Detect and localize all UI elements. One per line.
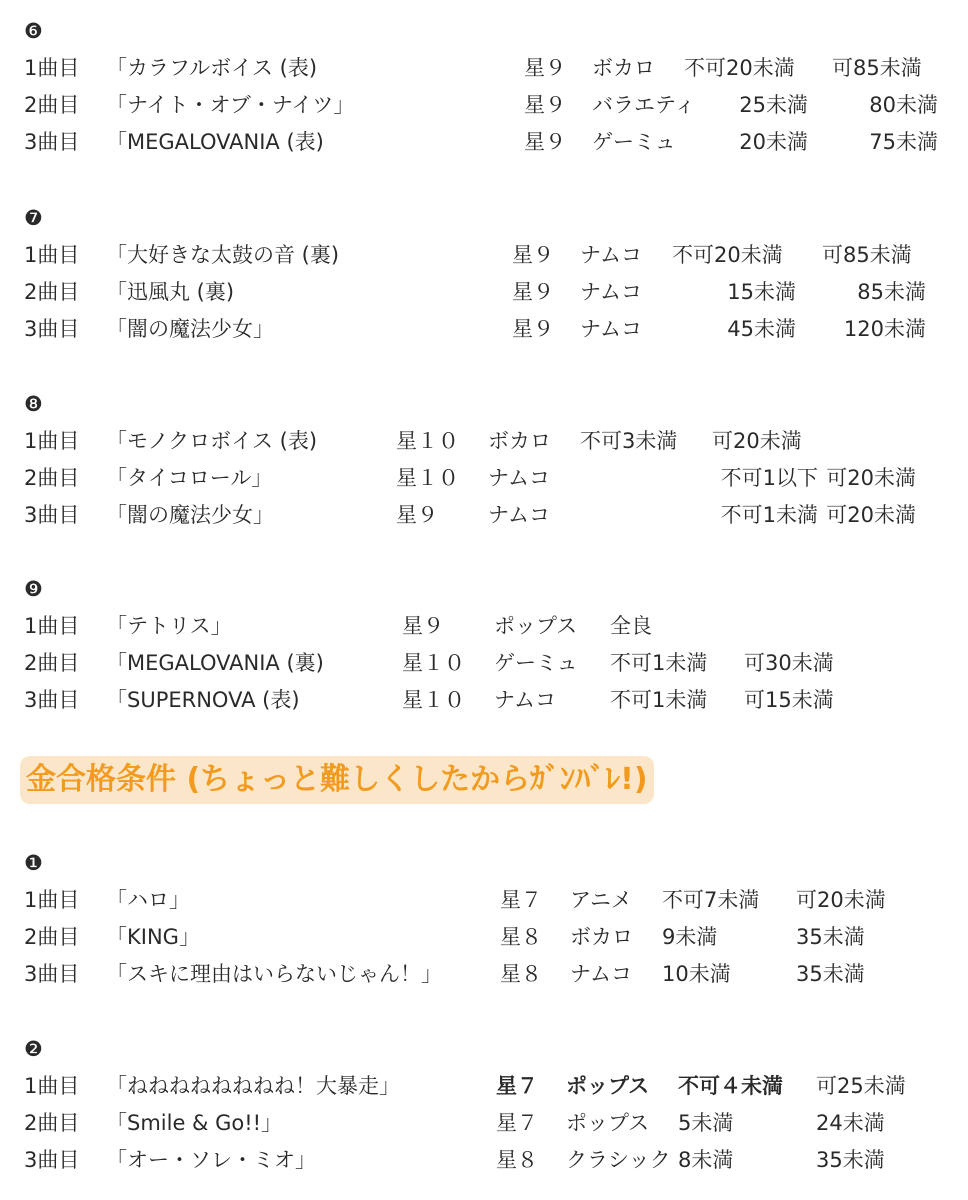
song-title: 「モノクロボイス (表): [106, 429, 318, 453]
track-number: 1曲目: [24, 243, 80, 267]
star-level: 星９: [402, 614, 444, 638]
genre: ボカロ: [592, 56, 655, 80]
condition-ok: 可20未満: [796, 888, 886, 912]
condition-bad: 不可7未満: [662, 888, 760, 912]
star-level: 星７: [496, 1074, 538, 1098]
song-title: 「MEGALOVANIA (裏): [106, 651, 324, 675]
track-number: 2曲目: [24, 93, 80, 117]
track-number: 3曲目: [24, 503, 80, 527]
genre: クラシック: [566, 1148, 671, 1172]
track-number: 2曲目: [24, 466, 80, 490]
genre: ポップス: [494, 614, 578, 638]
condition-ok: 24未満: [816, 1111, 885, 1135]
condition-ok: 120未満: [843, 317, 926, 341]
condition-bad: 不可3未満: [580, 429, 678, 453]
song-title: 「大好きな太鼓の音 (裏): [106, 243, 340, 267]
condition-bad: 不可20未満: [672, 243, 783, 267]
genre: ナムコ: [580, 317, 642, 341]
song-title: 「ナイト・オブ・ナイツ」: [106, 93, 355, 117]
song-title: 「カラフルボイス (表): [106, 56, 318, 80]
section-number: ❷: [24, 1037, 43, 1061]
genre: ポップス: [566, 1074, 650, 1098]
star-level: 星７: [500, 888, 542, 912]
condition-bad: 不可1未満: [610, 688, 708, 712]
genre: ナムコ: [488, 503, 550, 527]
song-title: 「迅風丸 (裏): [106, 280, 235, 304]
condition-ok: 35未満: [816, 1148, 885, 1172]
gold-pass-heading: 金合格条件 (ちょっと難しくしたからｶﾞﾝﾊﾞﾚ!): [20, 756, 654, 804]
song-title: 「ねねねねねねねね！大暴走」: [106, 1074, 400, 1098]
track-number: 2曲目: [24, 925, 80, 949]
genre: バラエティ: [592, 93, 696, 117]
star-level: 星８: [500, 962, 542, 986]
genre: ナムコ: [488, 466, 550, 490]
song-title: 「オー・ソレ・ミオ」: [106, 1148, 316, 1172]
star-level: 星１０: [396, 429, 459, 453]
condition-bad: 5未満: [678, 1111, 734, 1135]
section-number: ❾: [24, 577, 43, 601]
condition-bad: 25未満: [739, 93, 808, 117]
track-number: 3曲目: [24, 1148, 80, 1172]
condition-ok: 可20未満: [826, 503, 916, 527]
track-number: 3曲目: [24, 688, 80, 712]
condition-ok: 可30未満: [744, 651, 834, 675]
condition-ok: 可25未満: [816, 1074, 906, 1098]
condition-ok: 80未満: [869, 93, 938, 117]
condition-bad: 不可４未満: [678, 1074, 783, 1098]
section-number: ❶: [24, 851, 43, 875]
genre: ボカロ: [488, 429, 551, 453]
section-number: ❽: [24, 392, 43, 416]
condition-ok: 35未満: [796, 925, 865, 949]
track-number: 1曲目: [24, 429, 80, 453]
condition-bad: 10未満: [662, 962, 731, 986]
condition-bad: 不可1以下: [720, 466, 818, 490]
genre: ナムコ: [570, 962, 632, 986]
song-title: 「ハロ」: [106, 888, 190, 912]
condition-ok: 可85未満: [822, 243, 912, 267]
song-title: 「闇の魔法少女」: [106, 317, 274, 341]
track-number: 3曲目: [24, 317, 80, 341]
condition-ok: 可20未満: [712, 429, 802, 453]
condition-ok: 35未満: [796, 962, 865, 986]
song-title: 「Smile & Go!!」: [106, 1111, 283, 1135]
song-title: 「SUPERNOVA (表): [106, 688, 300, 712]
star-level: 星９: [396, 503, 438, 527]
track-number: 3曲目: [24, 962, 80, 986]
star-level: 星１０: [402, 651, 465, 675]
condition-ok: 可15未満: [744, 688, 834, 712]
track-number: 2曲目: [24, 280, 80, 304]
star-level: 星８: [500, 925, 542, 949]
condition-bad: 45未満: [727, 317, 796, 341]
genre: ゲーミュ: [494, 651, 578, 675]
genre: アニメ: [570, 888, 632, 912]
star-level: 星７: [496, 1111, 538, 1135]
star-level: 星８: [496, 1148, 538, 1172]
condition-bad: 8未満: [678, 1148, 734, 1172]
genre: ナムコ: [580, 280, 642, 304]
genre: ナムコ: [580, 243, 642, 267]
condition-ok: 75未満: [869, 130, 938, 154]
song-title: 「MEGALOVANIA (表): [106, 130, 324, 154]
track-number: 1曲目: [24, 1074, 80, 1098]
condition-bad: 15未満: [727, 280, 796, 304]
song-title: 「テトリス」: [106, 614, 232, 638]
condition-bad: 全良: [610, 614, 652, 638]
star-level: 星９: [512, 243, 554, 267]
song-title: 「タイコロール」: [106, 466, 273, 490]
genre: ボカロ: [570, 925, 633, 949]
genre: ナムコ: [494, 688, 556, 712]
condition-bad: 不可20未満: [684, 56, 795, 80]
genre: ゲーミュ: [592, 130, 676, 154]
condition-bad: 不可1未満: [610, 651, 708, 675]
condition-ok: 85未満: [857, 280, 926, 304]
section-number: ❻: [24, 19, 43, 43]
star-level: 星９: [512, 317, 554, 341]
condition-ok: 可20未満: [826, 466, 916, 490]
track-number: 3曲目: [24, 130, 80, 154]
track-number: 1曲目: [24, 614, 80, 638]
condition-bad: 9未満: [662, 925, 718, 949]
star-level: 星９: [524, 56, 566, 80]
song-title: 「スキに理由はいらないじゃん！」: [106, 962, 442, 986]
song-title: 「KING」: [106, 925, 200, 949]
condition-ok: 可85未満: [832, 56, 922, 80]
star-level: 星１０: [402, 688, 465, 712]
star-level: 星９: [524, 130, 566, 154]
section-number: ❼: [24, 206, 43, 230]
condition-bad: 不可1未満: [720, 503, 818, 527]
star-level: 星１０: [396, 466, 459, 490]
track-number: 2曲目: [24, 1111, 80, 1135]
song-title: 「闇の魔法少女」: [106, 503, 274, 527]
genre: ポップス: [566, 1111, 650, 1135]
track-number: 2曲目: [24, 651, 80, 675]
star-level: 星９: [524, 93, 566, 117]
track-number: 1曲目: [24, 56, 80, 80]
star-level: 星９: [512, 280, 554, 304]
track-number: 1曲目: [24, 888, 80, 912]
condition-bad: 20未満: [739, 130, 808, 154]
